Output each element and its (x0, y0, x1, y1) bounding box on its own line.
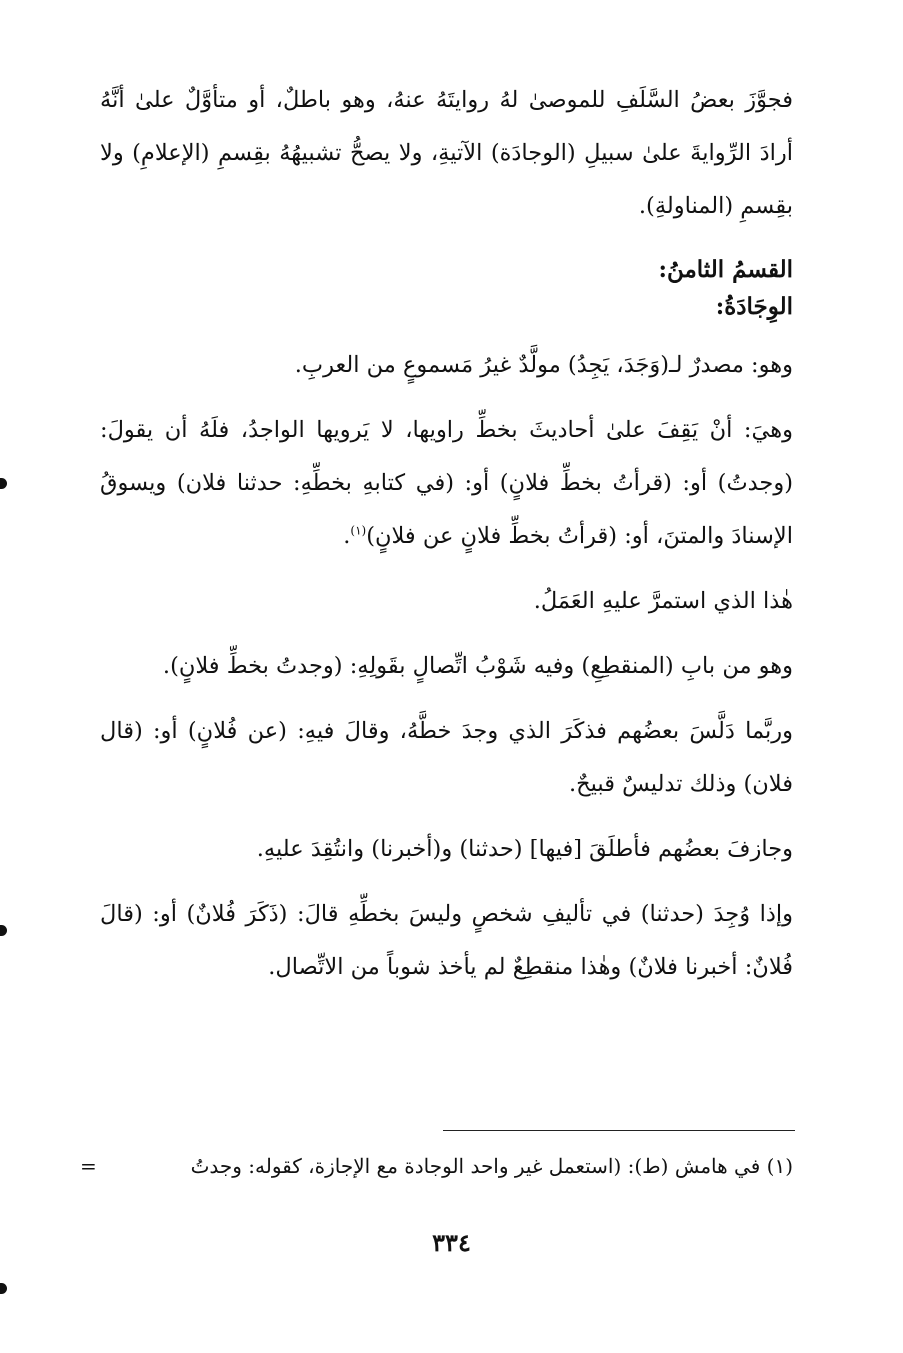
section-subtitle: الوِجَادَةُ: (715, 293, 793, 320)
paragraph-wijada-tail: . (343, 523, 351, 549)
page-body (100, 74, 793, 994)
page-number: ٣٣٤ (432, 1228, 471, 1257)
paragraph-wijada-description (100, 404, 793, 563)
footnote-text: (١) في هامش (ط): (استعمل غير واحد الوجادة مع الإجازة، كقوله: وجدتُ (190, 1154, 793, 1178)
margin-mark-bottom (0, 1283, 7, 1294)
paragraph-jazafa: وجازفَ بعضُهم فأطلَقَ [فيها] (حدثنا) و(أخبرنا) وانتُقِدَ عليهِ. (256, 836, 793, 862)
footnote-divider (443, 1130, 795, 1131)
paragraph-practice: هٰذا الذي استمرَّ عليهِ العَمَلُ. (533, 588, 793, 614)
paragraph-talif: وإذا وُجِدَ (حدثنا) في تأليفِ شخصٍ وليسَ بخطِّهِ قالَ: (ذَكَرَ فُلانٌ) أو: (قالَ فُلانٌ: أخبرنا فلانٌ) وهٰذا منقطِعٌ لم يأخذ شوباً من الاتِّصال. (100, 901, 793, 980)
paragraph-munawala-note: فجوَّزَ بعضُ السَّلَفِ للموصىٰ لهُ روايتَهُ عنهُ، وهو باطلٌ، أو متأوَّلٌ علىٰ أنَّهُ أرادَ الرِّوايةَ علىٰ سبيلِ (الوجادَة) الآتيةِ، ولا يصحُّ تشبيهُهُ بقِسمِ (الإعلامِ) ولا بقِسمِ (المناولةِ). (100, 87, 793, 219)
margin-mark-middle (0, 925, 7, 936)
section-title: القسمُ الثامنُ: (658, 256, 793, 283)
paragraph-wijada-text: وهيَ: أنْ يَقِفَ علىٰ أحاديثَ بخطِّ راويها، لا يَرويها الواجدُ، فلَهُ أن يقولَ: (وجدتُ) أو: (قرأتُ بخطِّ فلانٍ) أو: (في كتابهِ بخطِّهِ: حدثنا فلان) ويسوقُ الإسنادَ والمتنَ، أو: (قرأتُ بخطِّ فلانٍ عن فلانٍ) (100, 417, 793, 549)
paragraph-munqati: وهو من بابِ (المنقطِعِ) وفيه شَوْبُ اتِّصالٍ بقَولِهِ: (وجدتُ بخطِّ فلانٍ). (162, 653, 793, 679)
section-heading (100, 251, 793, 325)
footnote-continuation-mark: = (80, 1154, 97, 1178)
paragraph-tadlis: وربَّما دَلَّسَ بعضُهم فذكَرَ الذي وجدَ خطَّهُ، وقالَ فيهِ: (عن فُلانٍ) أو: (قال فلان) وذلك تدليسٌ قبيحٌ. (100, 718, 793, 797)
paragraph-definition: وهو: مصدرٌ لـ(وَجَدَ، يَجِدُ) مولَّدٌ غيرُ مَسموعٍ من العربِ. (294, 352, 793, 378)
margin-mark-top (0, 478, 7, 489)
footnote-reference: (١) (350, 523, 367, 538)
footnote (80, 1150, 793, 1182)
